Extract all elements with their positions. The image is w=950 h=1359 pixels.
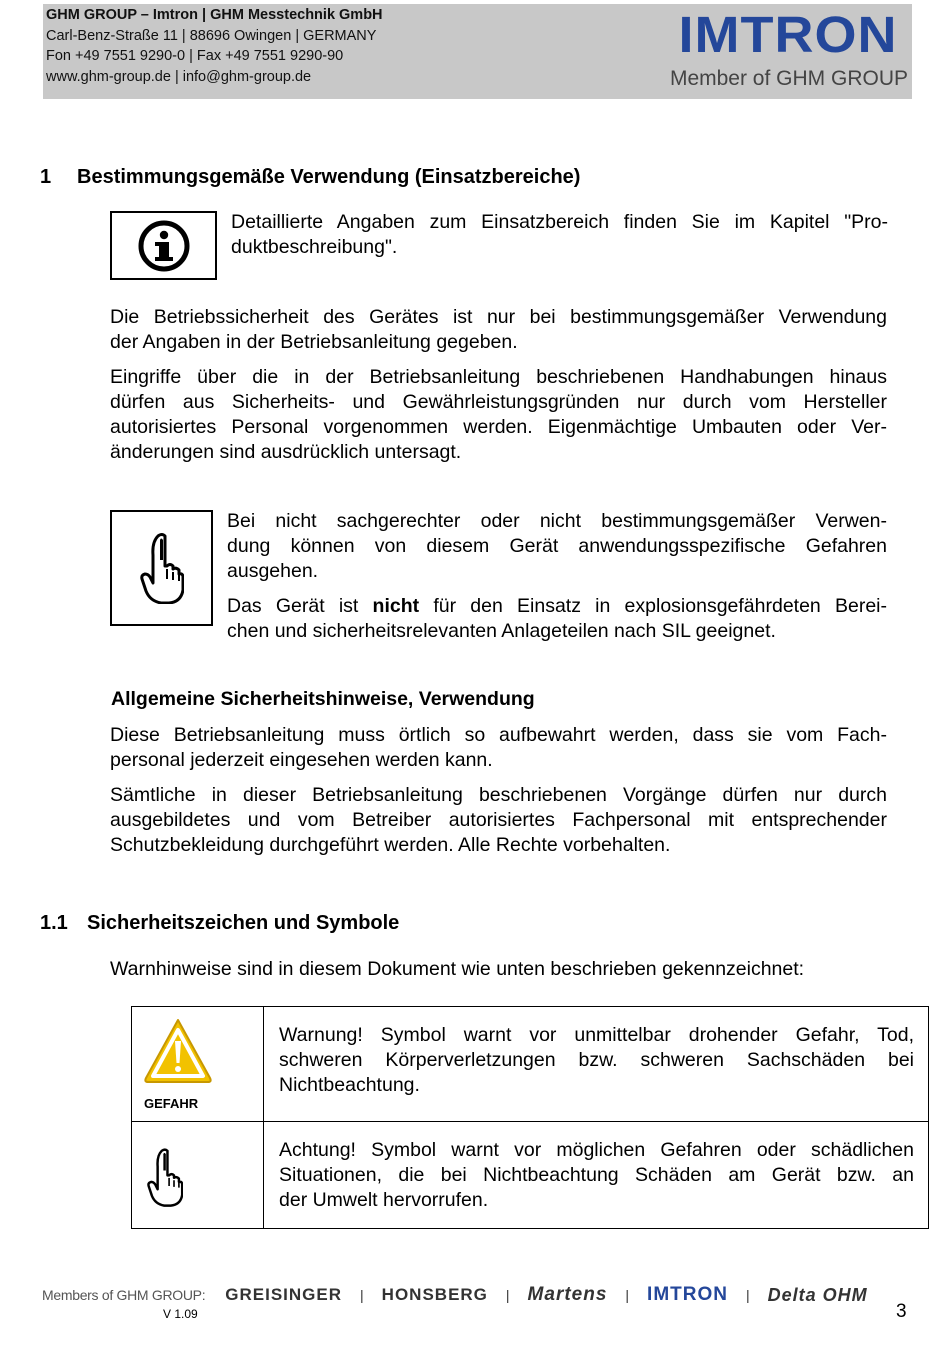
ex-note-prefix: Das Gerät ist	[227, 595, 373, 617]
info-note-line: Detaillierte Angaben zum Einsatzbereich finden Sie im Kapitel "Pro-	[231, 211, 888, 233]
symbol-description	[264, 1007, 929, 1122]
general-safety-heading: Allgemeine Sicherheitshinweise, Verwendung	[111, 688, 535, 710]
description-line: Achtung! Symbol warnt vor möglichen Gefahren oder schädlichen	[279, 1139, 914, 1161]
info-icon	[137, 219, 191, 273]
section-title: Bestimmungsgemäße Verwendung (Einsatzbereiche)	[77, 166, 581, 188]
web-line[interactable]: www.ghm-group.de | info@ghm-group.de	[46, 68, 312, 85]
symbols-table	[131, 1006, 929, 1229]
paragraph-line: Eingriffe über die in der Betriebsanleitung beschriebenen Handhabungen hinaus	[110, 366, 887, 388]
divider: |	[505, 1287, 510, 1303]
paragraph-line: personal jederzeit eingesehen werden kann.	[110, 749, 493, 771]
section-heading	[40, 166, 580, 189]
ex-note-line: chen und sicherheitsrelevanten Anlageteilen nach SIL geeignet.	[227, 620, 776, 642]
caution-line: dung können von diesem Gerät anwendungsspezifische Gefahren	[227, 535, 887, 557]
safety-paragraph	[110, 305, 887, 355]
company-info	[46, 5, 383, 87]
description-line: der Umwelt hervorrufen.	[279, 1189, 489, 1211]
address-line: Carl-Benz-Straße 11 | 88696 Owingen | GERMANY	[46, 27, 377, 44]
brand-name: IMTRON	[678, 6, 898, 64]
description-line: Nichtbeachtung.	[279, 1074, 420, 1096]
symbol-description	[264, 1122, 929, 1229]
version-label: V 1.09	[163, 1307, 198, 1321]
subsection-heading	[40, 912, 399, 935]
caution-note	[227, 509, 887, 584]
gefahr-label: GEFAHR	[144, 1096, 199, 1111]
company-line: GHM GROUP – Imtron | GHM Messtechnik GmbH	[46, 7, 383, 23]
members-label: Members of GHM GROUP:	[42, 1287, 206, 1303]
subsection-title: Sicherheitszeichen und Symbole	[87, 912, 400, 934]
description-line: schweren Körperverletzungen bzw. schweren Sachschäden bei	[279, 1049, 914, 1071]
brand-member	[668, 66, 908, 92]
ex-note-bold: nicht	[372, 595, 420, 617]
paragraph-line: Diese Betriebsanleitung muss örtlich so aufbewahrt werden, dass sie vom Fach-	[110, 724, 887, 746]
paragraph-line: ausgebildetes und vom Betreiber autorisiertes Fachpersonal mit entsprechender	[110, 809, 887, 831]
description-line: Situationen, die bei Nichtbeachtung Schäden am Gerät bzw. an	[279, 1164, 914, 1186]
paragraph-line: änderungen sind ausdrücklich untersagt.	[110, 441, 462, 463]
paragraph-line: Schutzbekleidung durchgeführt werden. Alle Rechte vorbehalten.	[110, 834, 671, 856]
caution-symbol-box	[110, 510, 213, 626]
symbol-cell	[132, 1007, 264, 1122]
honsberg-logo: HONSBERG	[381, 1285, 488, 1304]
page-header	[43, 4, 912, 99]
divider: |	[745, 1287, 750, 1303]
divider: |	[360, 1287, 364, 1303]
footer-logos	[42, 1280, 912, 1310]
greisinger-logo: GREISINGER	[225, 1285, 343, 1304]
symbols-intro	[110, 957, 910, 982]
divider: |	[625, 1287, 630, 1303]
paragraph-line: der Angaben in der Betriebsanleitung gegeben.	[110, 331, 518, 353]
ex-note-rest: für den Einsatz in explosionsgefährdeten Berei-	[419, 595, 887, 617]
info-symbol-box	[110, 211, 217, 280]
general-paragraph-2	[110, 783, 887, 858]
ex-note	[227, 594, 887, 644]
table-row	[132, 1122, 929, 1229]
ex-note-line	[227, 594, 887, 619]
paragraph-line: Sämtliche in dieser Betriebsanleitung beschriebenen Vorgänge dürfen nur durch	[110, 784, 887, 806]
section-number: 1	[40, 166, 52, 188]
info-note-line: duktbeschreibung".	[231, 236, 398, 258]
general-paragraph-1	[110, 723, 887, 773]
modification-paragraph	[110, 365, 887, 465]
intro-line: Warnhinweise sind in diesem Dokument wie unten beschrieben gekennzeichnet:	[110, 958, 805, 980]
martens-logo: Martens	[527, 1284, 608, 1305]
description-line: Warnung! Symbol warnt vor unmittelbar drohender Gefahr, Tod,	[279, 1024, 914, 1046]
pointing-hand-icon	[147, 1146, 183, 1208]
paragraph-line: autorisiertes Personal vorgenommen werden. Eigenmächtige Umbauten oder Ver-	[110, 416, 887, 438]
info-note	[231, 210, 888, 260]
caution-line: Bei nicht sachgerechter oder nicht bestimmungsgemäßer Verwen-	[227, 510, 887, 532]
pointing-hand-icon	[140, 532, 184, 604]
subsection-number: 1.1	[40, 912, 68, 934]
imtron-logo	[668, 8, 908, 92]
brand-member-text: Member of GHM GROUP	[669, 67, 908, 90]
paragraph-line: Die Betriebssicherheit des Gerätes ist nur bei bestimmungsgemäßer Verwendung	[110, 306, 887, 328]
deltaohm-logo: Delta OHM	[767, 1284, 868, 1305]
phone-line: Fon +49 7551 9290-0 | Fax +49 7551 9290-90	[46, 48, 344, 64]
symbol-cell	[132, 1122, 264, 1229]
caution-line: ausgehen.	[227, 560, 319, 582]
warning-triangle-icon	[142, 1016, 214, 1086]
paragraph-line: dürfen aus Sicherheits- und Gewährleistungsgründen nur durch vom Hersteller	[110, 391, 887, 413]
page-number: 3	[896, 1301, 907, 1322]
imtron-footer-logo: IMTRON	[647, 1284, 728, 1305]
table-row	[132, 1007, 929, 1122]
